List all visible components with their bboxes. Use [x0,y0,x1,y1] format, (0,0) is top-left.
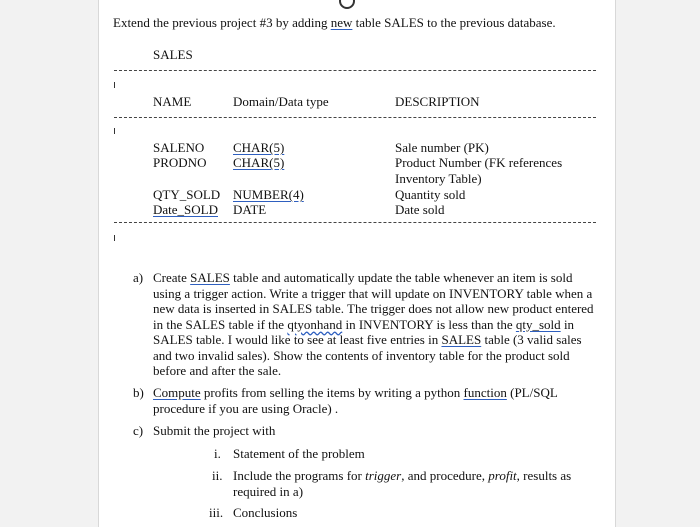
cell-type: NUMBER(4) [233,187,304,202]
divider-tick [114,82,115,88]
cell-type: DATE [233,202,267,217]
subitem-i-text: Statement of the problem [233,446,365,461]
subitem-ii-text: Include the programs for trigger, and procedure, profit, results as required in a) [233,468,572,499]
cell-name: SALENO [153,140,205,155]
table-title: SALES [153,47,193,62]
intro-before: Extend the previous project #3 by adding [113,15,331,30]
subitem-iii-text: Conclusions [233,505,298,520]
header-name: NAME [153,94,192,109]
cell-desc: Product Number (FK references [395,155,563,170]
item-a-label: a) [133,270,144,285]
item-b-text: Compute profits from selling the items by writing a python function (PL/SQL procedure if you are using Oracle) . [153,385,558,416]
divider [114,117,596,118]
subitem-ii-label: ii. [212,468,223,483]
cell-desc: Date sold [395,202,445,217]
header-description: DESCRIPTION [395,94,480,109]
cell-name: Date_SOLD [153,202,218,217]
cell-desc: Sale number (PK) [395,140,489,155]
divider [114,70,596,71]
cell-desc: Quantity sold [395,187,466,202]
divider-tick [114,128,115,134]
item-b-label: b) [133,385,144,400]
header-domain: Domain/Data type [233,94,329,109]
cell-name: QTY_SOLD [153,187,221,202]
item-c-text: Submit the project with [153,423,276,438]
cell-name: PRODNO [153,155,207,170]
cell-type: CHAR(5) [233,140,285,155]
item-c-label: c) [133,423,144,438]
subitem-iii-label: iii. [209,505,224,520]
divider-tick [114,235,115,241]
intro-after: table SALES to the previous database. [352,15,556,30]
divider [114,222,596,223]
subitem-i-label: i. [214,446,221,461]
item-a-text: Create SALES table and automatically update the table whenever an item is sold using a trigger action. Write a trigger that will update on INVENTORY table when a new data is inserted in SALES table. The trigger does not allow new product entered in the SALES table if the qtyonhand in INVENTORY is less than the qty_sold in SALES table. I would like to see at least five entries in SALES table (3 valid sales and two invalid sales). Show the contents of inventory table for the product sold before and after the sale. [153,270,594,378]
intro-underlined: new [330,15,353,30]
cell-desc: Inventory Table) [395,171,482,186]
intro-text [113,15,556,30]
cell-type: CHAR(5) [233,155,285,170]
